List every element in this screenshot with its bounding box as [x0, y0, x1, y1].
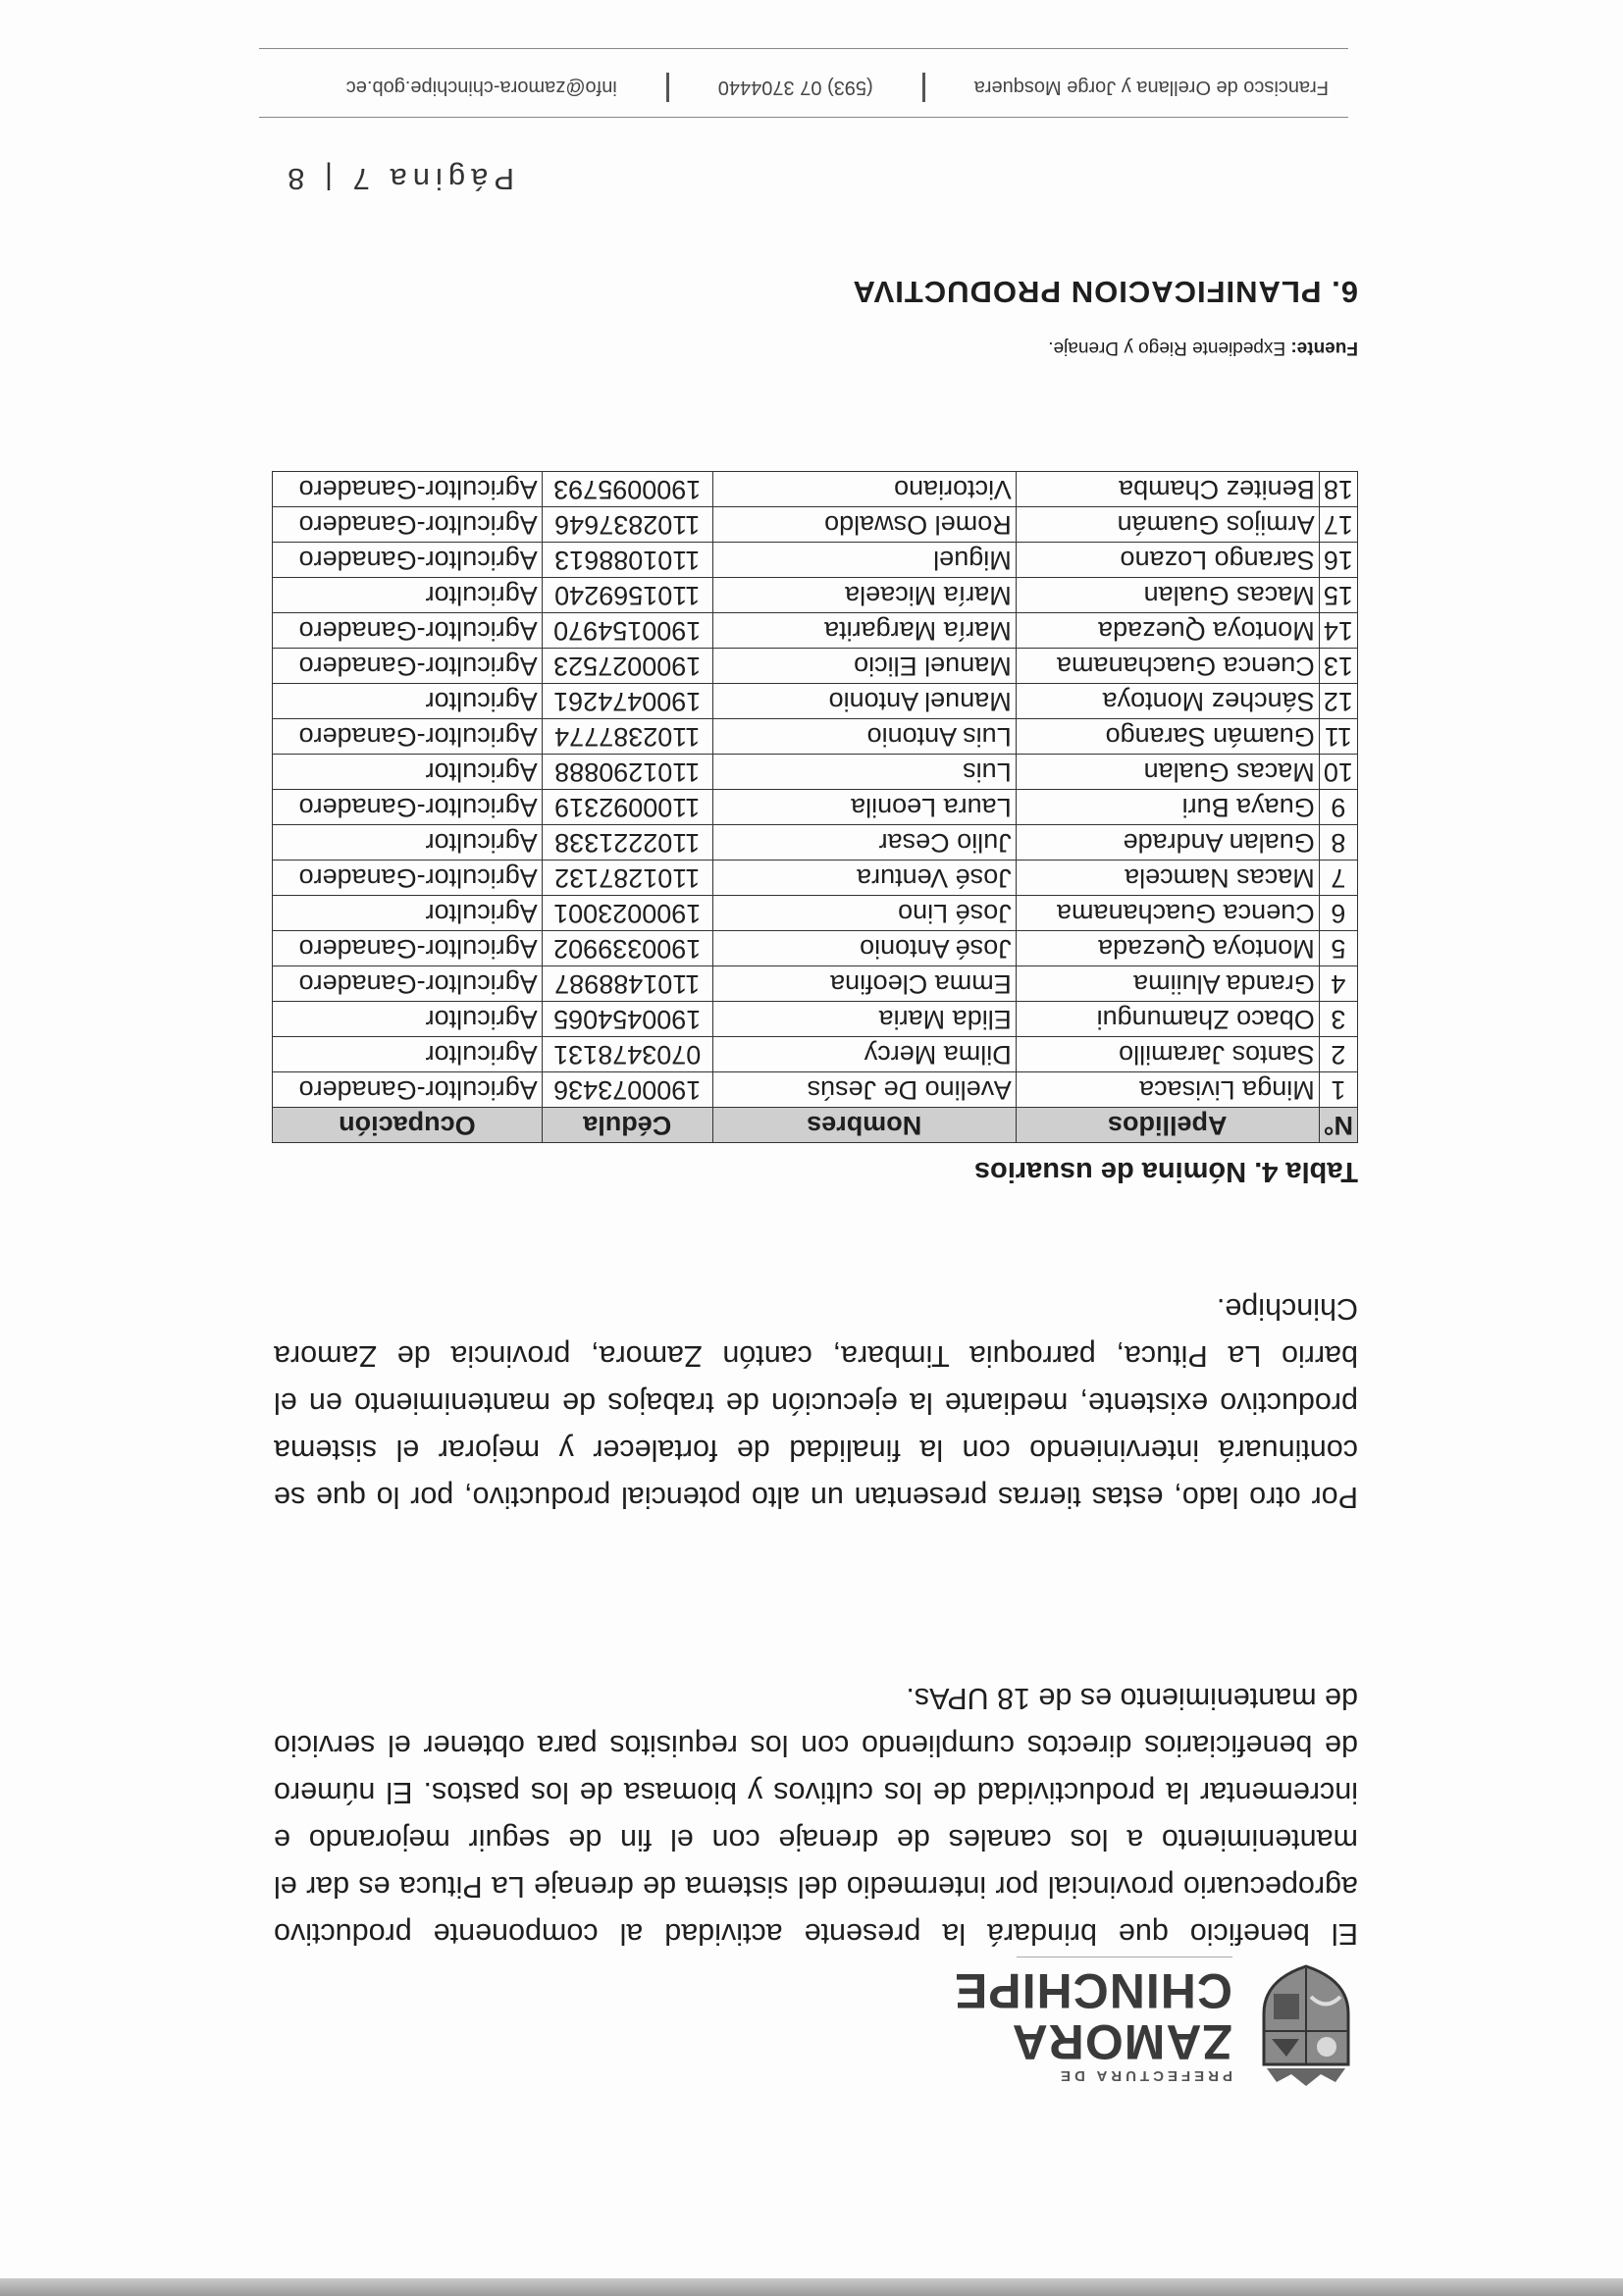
table-row — [273, 543, 1358, 578]
row-number: 14 — [1319, 613, 1357, 649]
table-row — [273, 1072, 1358, 1108]
source-label: Fuente: — [1290, 338, 1358, 358]
paragraph-potential: Por otro lado, estas tierras presentan un alto potencial productivo, por lo que se continuará interviniendo con la finalidad de fortalecer y mejorar el sistema productivo existente, mediante la ejecución de trabajos de mantenimiento en el barrio La Pituca, parroquia Timbara, cantón Zamora, provincia de Zamora Chinchipe. — [274, 1292, 1358, 1514]
logo-line-chinchipe: CHINCHIPE — [953, 1963, 1232, 2018]
row-nombres: Emma Cleofina — [712, 966, 1016, 1002]
users-table — [272, 471, 1358, 1143]
row-cedula: 1900095793 — [542, 472, 712, 507]
row-number: 17 — [1319, 507, 1357, 543]
footer-address: Francisco de Orellana y Jorge Mosquera — [973, 77, 1329, 99]
row-cedula: 1101569240 — [542, 578, 712, 613]
row-nombres: José Antonio — [712, 931, 1016, 966]
table-header-row — [273, 1108, 1358, 1143]
row-ocupacion: Agricultor-Ganadero — [273, 472, 543, 507]
header-ocupacion: Ocupación — [273, 1108, 543, 1143]
row-number: 4 — [1319, 966, 1357, 1002]
row-number: 11 — [1319, 719, 1357, 755]
row-ocupacion: Agricultor-Ganadero — [273, 790, 543, 825]
footer-rule-top — [259, 117, 1348, 118]
table-row — [273, 578, 1358, 613]
row-nombres: Victoriano — [712, 472, 1016, 507]
table-caption: Tabla 4. Nómina de usuarios — [973, 1156, 1358, 1187]
row-nombres: Dilma Mercy — [712, 1037, 1016, 1072]
row-nombres: Elida Maria — [712, 1002, 1016, 1037]
row-number: 1 — [1319, 1072, 1357, 1108]
row-apellidos: Santos Jaramillo — [1016, 1037, 1319, 1072]
row-number: 13 — [1319, 649, 1357, 684]
table-body — [273, 472, 1358, 1108]
row-cedula: 1900023001 — [542, 896, 712, 931]
row-nombres: María Margarita — [712, 613, 1016, 649]
table-row — [273, 507, 1358, 543]
row-nombres: Miguel — [712, 543, 1016, 578]
row-ocupacion: Agricultor-Ganadero — [273, 507, 543, 543]
row-ocupacion: Agricultor-Ganadero — [273, 649, 543, 684]
footer-phone: (593) 07 3704440 — [717, 77, 873, 99]
table-row — [273, 896, 1358, 931]
row-apellidos: Guaya Buri — [1016, 790, 1319, 825]
header-cedula: Cédula — [542, 1108, 712, 1143]
row-ocupacion: Agricultor-Ganadero — [273, 1072, 543, 1108]
row-cedula: 1101290888 — [542, 755, 712, 790]
row-number: 15 — [1319, 578, 1357, 613]
row-number: 12 — [1319, 684, 1357, 719]
row-nombres: Julio Cesar — [712, 825, 1016, 861]
row-number: 16 — [1319, 543, 1357, 578]
row-number: 2 — [1319, 1037, 1357, 1072]
row-nombres: Manuel Elicio — [712, 649, 1016, 684]
row-ocupacion: Agricultor — [273, 896, 543, 931]
footer-rule-bottom — [259, 48, 1348, 49]
row-cedula: 1101287132 — [542, 861, 712, 896]
row-cedula: 1900454065 — [542, 1002, 712, 1037]
row-apellidos: Macas Gualan — [1016, 755, 1319, 790]
row-nombres: Avelino De Jesús — [712, 1072, 1016, 1108]
row-nombres: Luis — [712, 755, 1016, 790]
row-cedula: 1100092319 — [542, 790, 712, 825]
row-number: 7 — [1319, 861, 1357, 896]
table-row — [273, 825, 1358, 861]
row-nombres: José Lino — [712, 896, 1016, 931]
table-row — [273, 1002, 1358, 1037]
row-cedula: 0703478131 — [542, 1037, 712, 1072]
row-apellidos: Montoya Quezada — [1016, 613, 1319, 649]
row-number: 8 — [1319, 825, 1357, 861]
table-row — [273, 861, 1358, 896]
row-nombres: Laura Leonila — [712, 790, 1016, 825]
logo-line-zamora: ZAMORA — [1011, 2014, 1232, 2069]
row-ocupacion: Agricultor-Ganadero — [273, 966, 543, 1002]
row-ocupacion: Agricultor-Ganadero — [273, 719, 543, 755]
row-number: 3 — [1319, 1002, 1357, 1037]
header-apellidos: Apellidos — [1016, 1108, 1319, 1143]
scan-edge-bar — [0, 2278, 1623, 2296]
row-number: 18 — [1319, 472, 1357, 507]
footer-separator — [666, 73, 669, 102]
source-text: Expediente Riego y Drenaje. — [1048, 338, 1286, 358]
table-row — [273, 931, 1358, 966]
table-row — [273, 966, 1358, 1002]
row-number: 6 — [1319, 896, 1357, 931]
table-row — [273, 790, 1358, 825]
row-cedula: 1900154970 — [542, 613, 712, 649]
row-apellidos: Gualan Andrade — [1016, 825, 1319, 861]
row-cedula: 1900027523 — [542, 649, 712, 684]
logo-line-prefectura: PREFECTURA DE — [1057, 2067, 1232, 2084]
row-apellidos: Armijos Guamán — [1016, 507, 1319, 543]
table-row — [273, 472, 1358, 507]
page-footer — [269, 73, 1329, 102]
row-apellidos: Cuenca Guachanama — [1016, 649, 1319, 684]
table-row — [273, 1037, 1358, 1072]
row-apellidos: Benitez Chamba — [1016, 472, 1319, 507]
row-ocupacion: Agricultor — [273, 1037, 543, 1072]
page-number: Página 7 | 8 — [282, 162, 514, 196]
row-nombres: José Ventura — [712, 861, 1016, 896]
row-number: 9 — [1319, 790, 1357, 825]
row-number: 5 — [1319, 931, 1357, 966]
table-row — [273, 684, 1358, 719]
table-row — [273, 719, 1358, 755]
row-ocupacion: Agricultor-Ganadero — [273, 543, 543, 578]
row-ocupacion: Agricultor-Ganadero — [273, 861, 543, 896]
row-cedula: 1102221338 — [542, 825, 712, 861]
row-apellidos: Obaco Zhamungui — [1016, 1002, 1319, 1037]
header-nombres: Nombres — [712, 1108, 1016, 1143]
row-nombres: Romel Oswaldo — [712, 507, 1016, 543]
row-cedula: 1102837646 — [542, 507, 712, 543]
row-cedula: 1900339902 — [542, 931, 712, 966]
row-ocupacion: Agricultor — [273, 578, 543, 613]
row-nombres: Manuel Antonio — [712, 684, 1016, 719]
table-source — [1048, 337, 1358, 358]
row-ocupacion: Agricultor — [273, 825, 543, 861]
row-cedula: 1101088613 — [542, 543, 712, 578]
row-apellidos: Montoya Quezada — [1016, 931, 1319, 966]
coat-of-arms-icon — [1252, 1962, 1360, 2090]
row-ocupacion: Agricultor-Ganadero — [273, 931, 543, 966]
paragraph-benefit: El beneficio que brindará la presente actividad al componente productivo agropecuario provincial por intermedio del sistema de drenaje La Pituca es dar el mantenimiento a los canales de drenaje con el fin de seguir mejorando e incrementar la productividad de los cultivos y biomasa de los pastos. El número de beneficiarios directos cumpliendo con los requisitos para obtener el servicio de mantenimiento es de 18 UPAs. — [274, 1682, 1358, 1951]
row-apellidos: Granda Aluiima — [1016, 966, 1319, 1002]
footer-separator — [922, 73, 925, 102]
row-cedula: 1101488987 — [542, 966, 712, 1002]
header-number: N° — [1319, 1108, 1357, 1143]
row-cedula: 1900474261 — [542, 684, 712, 719]
table-row — [273, 649, 1358, 684]
row-apellidos: Macas Namcela — [1016, 861, 1319, 896]
row-nombres: María Micaela — [712, 578, 1016, 613]
row-apellidos: Sarango Lozano — [1016, 543, 1319, 578]
row-apellidos: Cuenca Guachanama — [1016, 896, 1319, 931]
row-apellidos: Guamán Sarango — [1016, 719, 1319, 755]
row-apellidos: Macas Gualan — [1016, 578, 1319, 613]
footer-email: info@zamora-chinchipe.gob.ec — [345, 77, 617, 99]
table-row — [273, 613, 1358, 649]
table-row — [273, 755, 1358, 790]
row-apellidos: Minga Livisaca — [1016, 1072, 1319, 1108]
row-apellidos: Sánchez Montoya — [1016, 684, 1319, 719]
row-nombres: Luis Antonio — [712, 719, 1016, 755]
row-ocupacion: Agricultor-Ganadero — [273, 613, 543, 649]
row-ocupacion: Agricultor — [273, 755, 543, 790]
row-ocupacion: Agricultor — [273, 684, 543, 719]
row-cedula: 1900073436 — [542, 1072, 712, 1108]
section-heading: 6. PLANIFICACION PRODUCTIVA — [852, 275, 1358, 309]
row-ocupacion: Agricultor — [273, 1002, 543, 1037]
row-number: 10 — [1319, 755, 1357, 790]
prefecture-logo — [909, 1962, 1360, 2090]
row-cedula: 1102387774 — [542, 719, 712, 755]
